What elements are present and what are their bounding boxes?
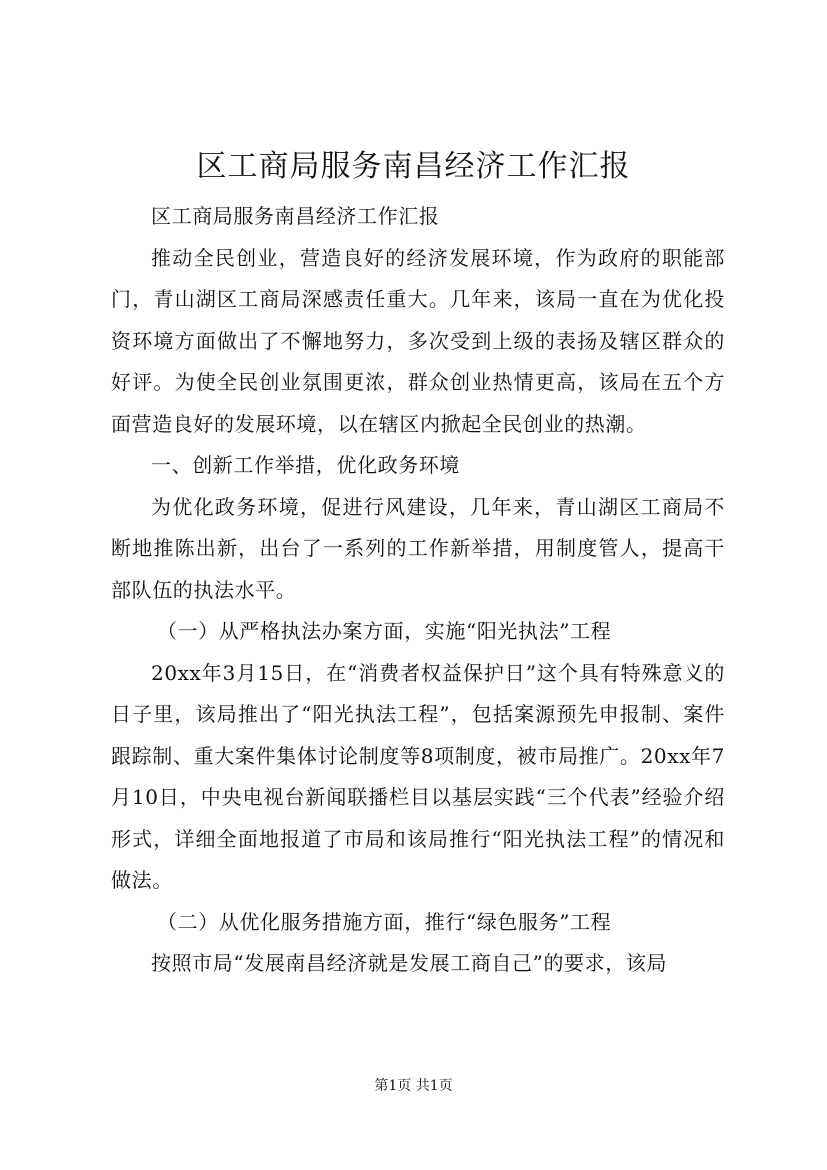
paragraph-intro: 推动全民创业，营造良好的经济发展环境，作为政府的职能部门，青山湖区工商局深感责任重大。几年来，该局一直在为优化投资环境方面做出了不懈地努力，多次受到上级的表扬及辖区群众的好评。为使全民创业氛围更浓，群众创业热情更高，该局在五个方面营造良好的发展环境，以在辖区内掀起全民创业的热潮。 [111,245,725,436]
paragraph-section-1: 为优化政务环境，促进行风建设，几年来，青山湖区工商局不断地推陈出新，出台了一系列的工作新举措，用制度管人，提高干部队伍的执法水平。 [111,494,725,602]
document-title: 区工商局服务南昌经济工作汇报 [196,149,631,184]
subsection-heading-1: （一）从严格执法办案方面，实施“阳光执法”工程 [157,619,612,643]
paragraph-subsection-2: 按照市局“发展南昌经济就是发展工商自己”的要求，该局 [151,951,668,975]
paragraph-subsection-1: 20xx年3月15日，在“消费者权益保护日”这个具有特殊意义的日子里，该局推出了“阳光执法工程”，包括案源预先申报制、案件跟踪制、重大案件集体讨论制度等8项制度，被市局推广。20xx年7月10日，中央电视台新闻联播栏目以基层实践“三个代表”经验介绍形式，详细全面地报道了市局和该局推行“阳光执法工程”的情况和做法。 [111,660,726,892]
page-number-footer: 第1页 共1页 [374,1078,453,1094]
paragraph-subtitle: 区工商局服务南昌经济工作汇报 [151,204,440,228]
document-body [111,196,725,985]
subsection-heading-2: （二）从优化服务措施方面，推行“绿色服务”工程 [157,909,612,934]
section-heading-1: 一、创新工作举措，优化政务环境 [151,453,460,477]
